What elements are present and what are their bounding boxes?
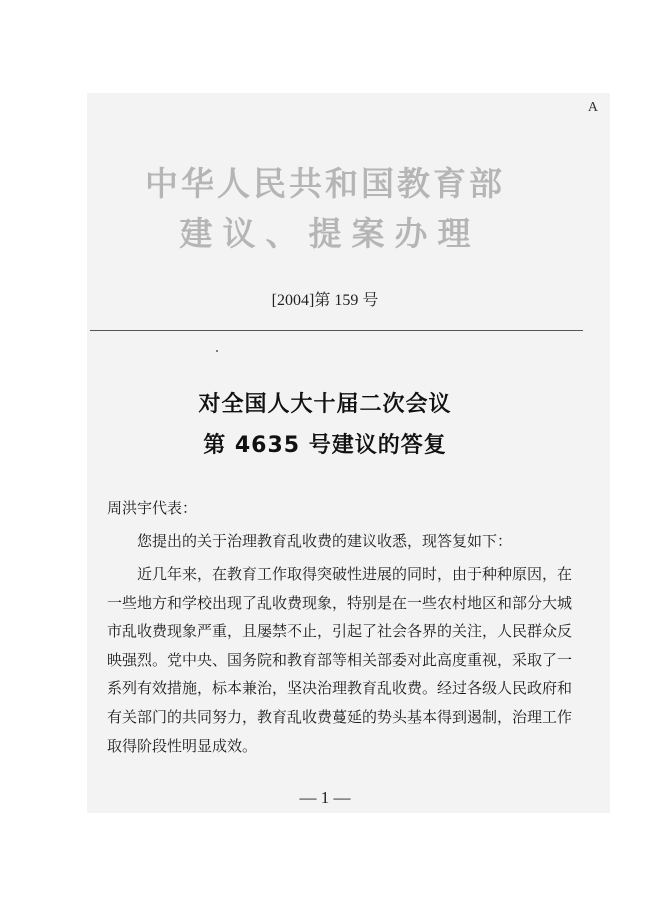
page-number: — 1 — bbox=[299, 788, 351, 807]
header-title-line-1: 中华人民共和国教育部 bbox=[145, 164, 505, 203]
body-paragraph-2: 近几年来，在教育工作取得突破性进展的同时，由于种种原因，在一些地方和学校出现了乱收费现象，特别是在一些农村地区和部分大城市乱收费现象严重，且屡禁不止，引起了社会各界的关注，人民群众反映强烈。党中央、国务院和教育部等相关部委对此高度重视，采取了一系列有效措施，标本兼治，坚决治理教育乱收费。经过各级人民政府和有关部门的共同努力，教育乱收费蔓延的势头基本得到遏制，治理工作取得阶段性明显成效。 bbox=[107, 565, 573, 755]
document-title-line-2: 第 4635 号建议的答复 bbox=[203, 433, 447, 458]
salutation: 周洪宇代表： bbox=[107, 499, 198, 517]
header-divider bbox=[90, 330, 583, 331]
document-number: [2004]第 159 号 bbox=[271, 292, 379, 309]
document-title-line-1: 对全国人大十届二次会议 bbox=[198, 392, 452, 417]
header-title-line-2: 建议、提案办理 bbox=[179, 214, 481, 253]
corner-mark: A bbox=[587, 100, 598, 115]
scan-speck bbox=[216, 350, 218, 352]
body-paragraph-1: 您提出的关于治理教育乱收费的建议收悉，现答复如下： bbox=[137, 532, 513, 550]
